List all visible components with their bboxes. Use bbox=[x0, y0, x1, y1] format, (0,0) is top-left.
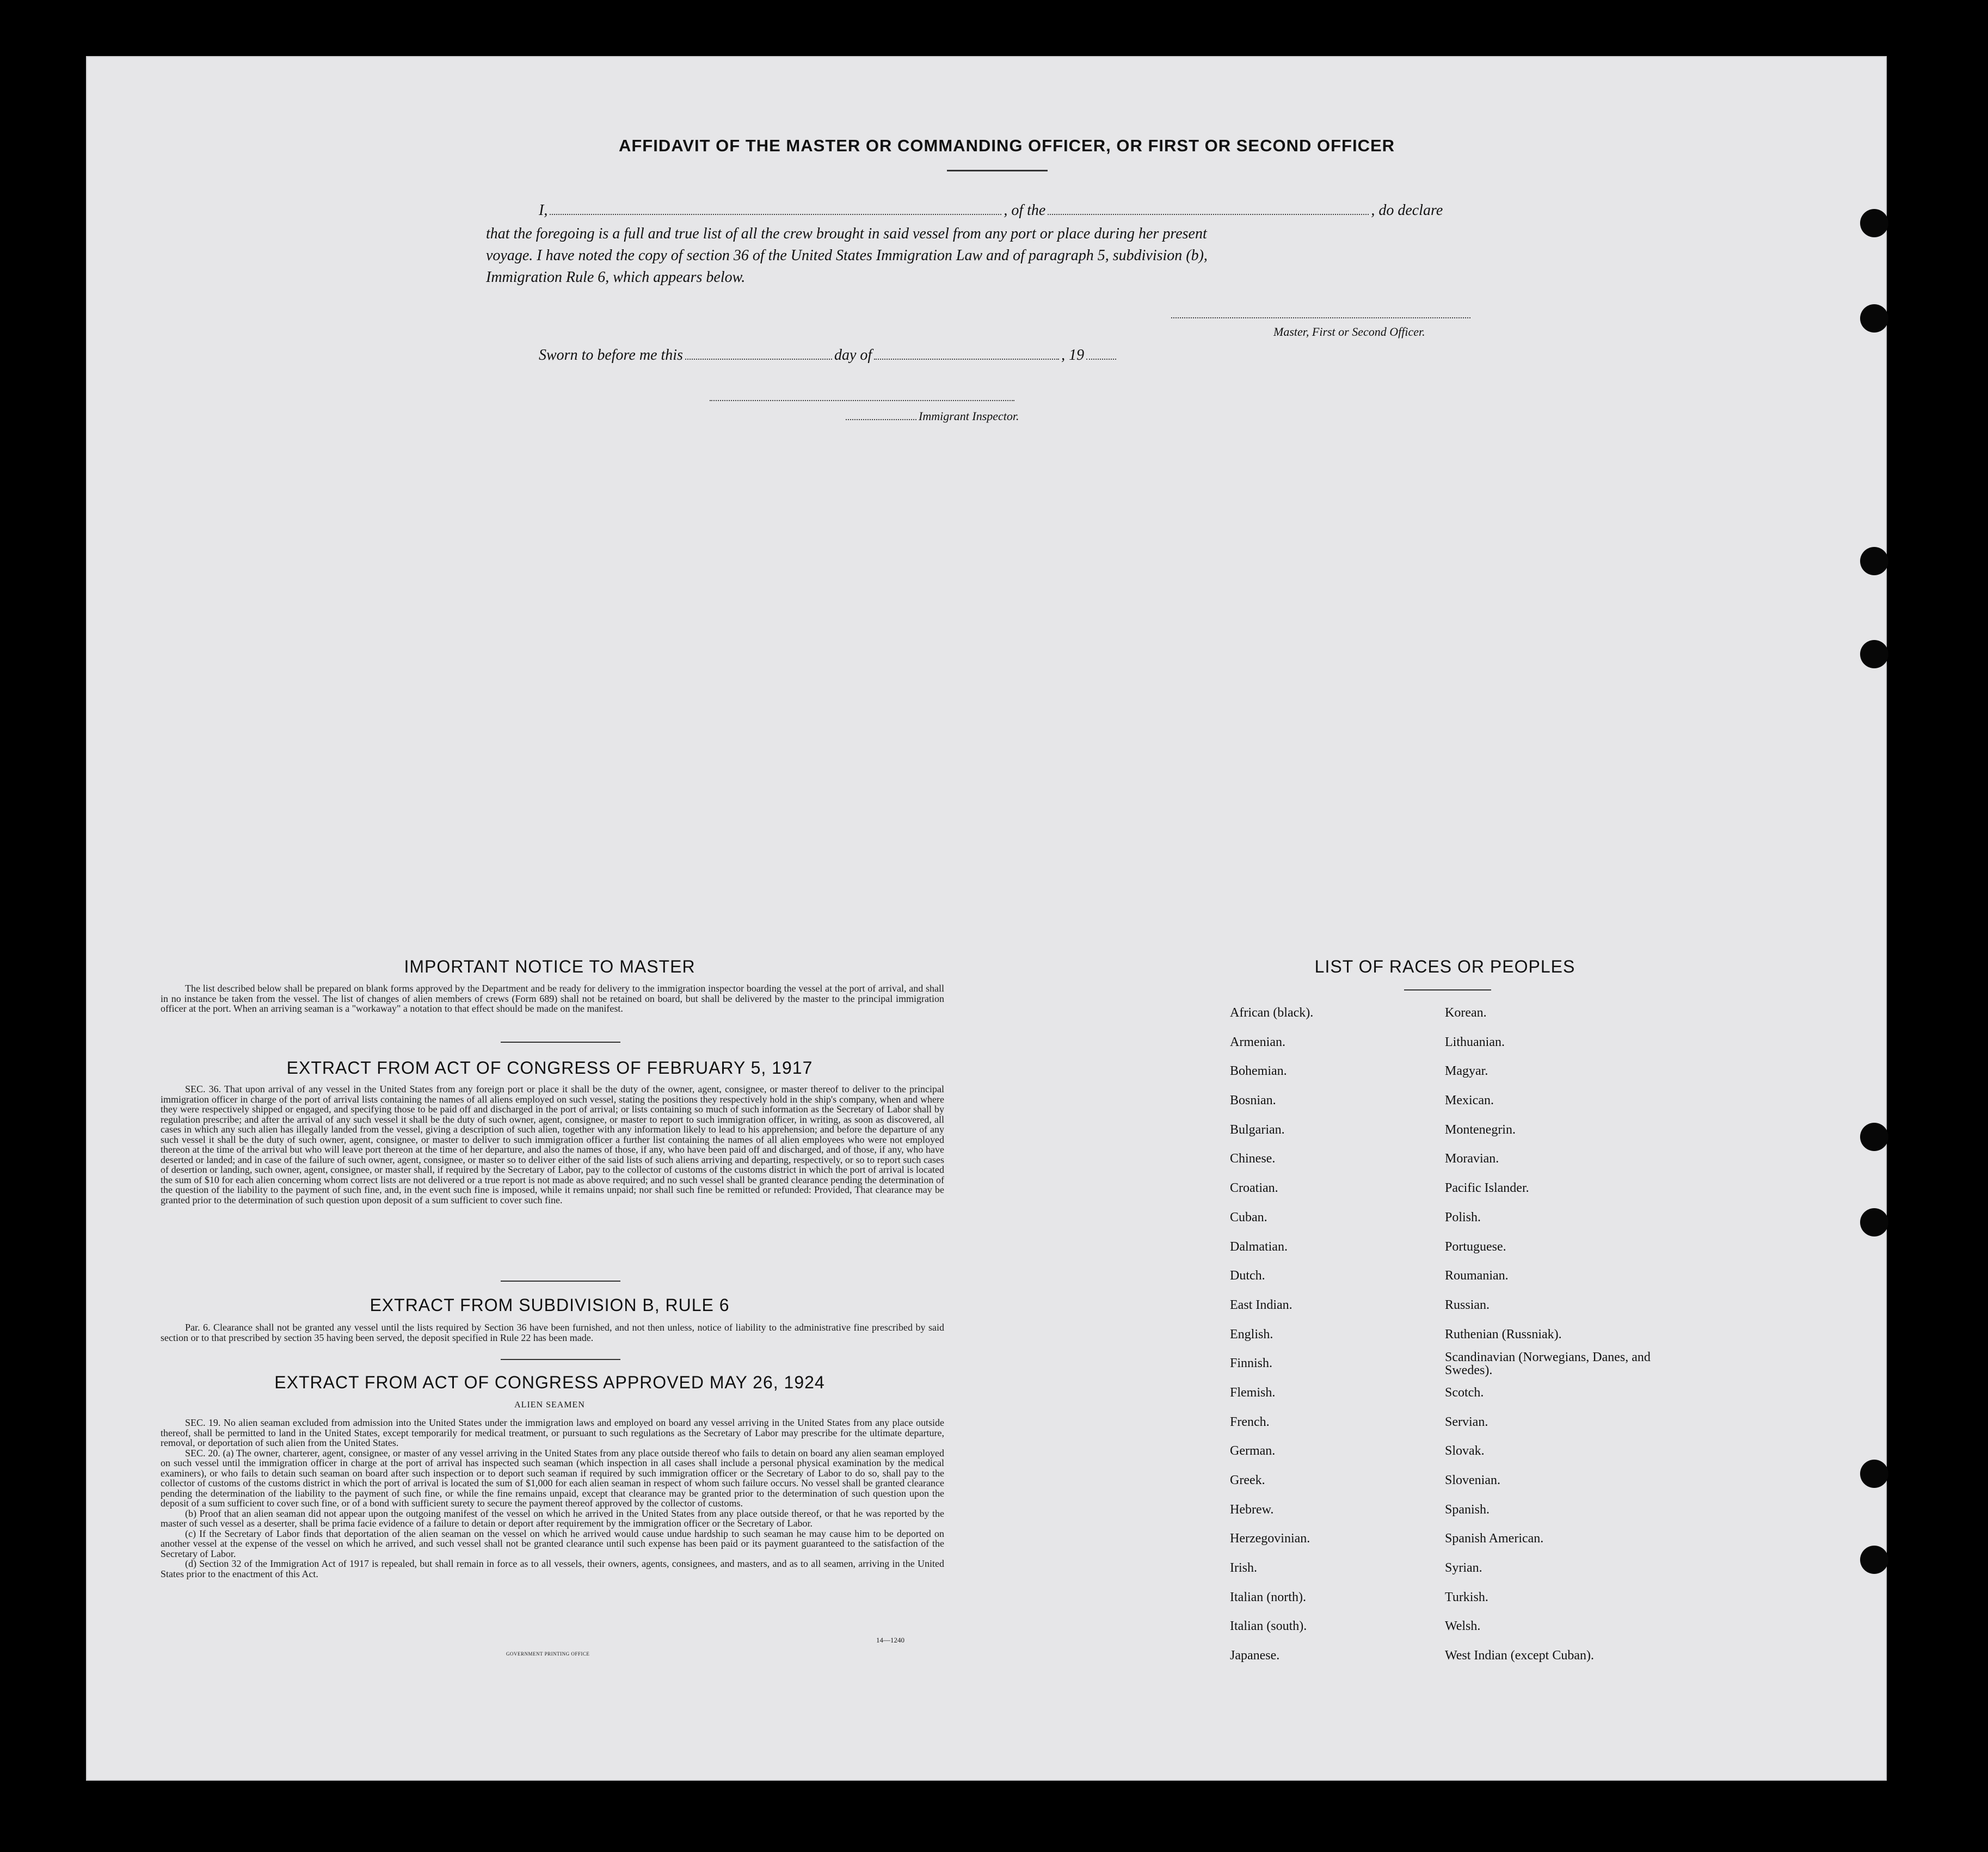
declare-text: , do declare bbox=[1371, 202, 1443, 219]
signature-field[interactable] bbox=[1171, 317, 1470, 318]
race-item: Servian. bbox=[1445, 1414, 1488, 1429]
race-item: Flemish. bbox=[1230, 1385, 1276, 1400]
sworn-line bbox=[539, 344, 1118, 366]
vessel-label: , of the bbox=[1004, 202, 1046, 219]
race-item: Lithuanian. bbox=[1445, 1035, 1505, 1049]
race-item: Roumanian. bbox=[1445, 1269, 1509, 1283]
race-item: Russian. bbox=[1445, 1297, 1490, 1312]
affidavit-body-line3: voyage. I have noted the copy of section 36 of the United States Immigration Law and of paragraph 5, subdivision (b), bbox=[486, 247, 1208, 264]
divider bbox=[501, 1042, 620, 1043]
race-item: Portuguese. bbox=[1445, 1239, 1506, 1254]
races-column-1 bbox=[1230, 999, 1437, 1671]
sworn-month-field[interactable] bbox=[874, 358, 1059, 360]
race-item: Dutch. bbox=[1230, 1269, 1265, 1283]
extract-1924-body bbox=[161, 1418, 944, 1579]
race-item: Spanish American. bbox=[1445, 1531, 1544, 1546]
inspector-line bbox=[844, 405, 1019, 427]
sec-20a-text: SEC. 20. (a) The owner, charterer, agent, consignee, or master of any vessel arriving in the United States from any place outside thereof who fails to detain on board any alien seaman employed on such vessel until the immigration officer in charge at the port of arrival has inspected such seaman (which inspection in all cases shall include a personal physical examination by the medical examiners), or who fails to detain such seaman on board after such inspection or to deport such seaman if required by such immigration officer or the Secretary of Labor to do so, shall pay to the collector of customs of the customs district in which the port of arrival is located the sum of $1,000 for each alien seaman in respect of whom such failure occurs. No vessel shall be granted clearance pending the determination of the liability to the payment of such fine, or while the fine remains unpaid, except that clearance may be granted prior to the determination of such question upon the deposit of a sum sufficient to cover such fine, or of a bond with sufficient surety to secure the payment thereof approved by the collector of customs. bbox=[161, 1447, 944, 1509]
printer-line: GOVERNMENT PRINTING OFFICE bbox=[506, 1651, 590, 1657]
race-item: Magyar. bbox=[1445, 1064, 1488, 1079]
sworn-day-label: day of bbox=[834, 347, 872, 364]
notice-text: The list described below shall be prepared on blank forms approved by the Department and be ready for delivery to the immigration inspector boarding the vessel at the port of arrival, and shall in no instance be taken from the vessel. The list of changes of alien members of crews (Form 689) shall not be retained on board, but shall be delivered by the master to the principal immigration officer at the port. When an arriving seaman is a "workaway" a notation to that effect should be made on the manifest. bbox=[161, 983, 944, 1014]
declarant-name-field[interactable] bbox=[550, 213, 1001, 215]
sworn-year-label: , 19 bbox=[1061, 347, 1085, 364]
sec-20d-text: (d) Section 32 of the Immigration Act of 1917 is repealed, but shall remain in force as to all vessels, their owners, agents, consignees, and masters, and as to all seamen, arriving in the United States prior to the enactment of this Act. bbox=[161, 1558, 944, 1579]
form-number: 14—1240 bbox=[876, 1636, 904, 1644]
race-item: Syrian. bbox=[1445, 1561, 1482, 1576]
race-item: African (black). bbox=[1230, 1006, 1314, 1020]
race-item: English. bbox=[1230, 1327, 1273, 1342]
extract-1917-text: SEC. 36. That upon arrival of any vessel in the United States from any foreign port or place it shall be the duty of the owner, agent, consignee, or master thereof to deliver to the principal immigration officer in charge of the port of arrival lists containing the names of all aliens employed on such vessel, stating the positions they respectively hold in the ship's company, when and where they were respectively shipped or engaged, and specifying those to be paid off and discharged in the port of arrival; or lists containing so much of such information as the Secretary of Labor shall by regulation prescribe; and after the arrival of any such vessel it shall be the duty of such owner, agent, consignee, or master to report to such immigration officer, in writing, as soon as discovered, all cases in which any such alien has illegally landed from the vessel, giving a description of such alien, together with any information likely to lead to his apprehension; and before the departure of any such vessel it shall be the duty of such owner, agent, consignee, or master to deliver to such immigration officer a further list containing the names of all alien employees who were not employed thereon at the time of the arrival but who will leave port thereon at the time of her departure, and also the names of those, if any, who have been paid off and discharged, and of those, if any, who have deserted or landed; and in case of the failure of such owner, agent, consignee, or master so to deliver either of the said lists of such aliens arriving and departing, respectively, or so to report such cases of desertion or landing, such owner, agent, consignee, or master shall, if required by the Secretary of Labor, pay to the collector of customs of the customs district in which the port of arrival is located the sum of $10 for each alien concerning whom correct lists are not delivered or a true report is not made as above required; and no such vessel shall be granted clearance pending the determination of the question of the liability to the payment of such fine, and, in the event such fine is imposed, while it remains unpaid; nor shall such fine be remitted or refunded: Provided, That clearance may be granted prior to the determination of such question upon deposit of a sum sufficient to cover such fine. bbox=[161, 1084, 944, 1205]
race-item: Cuban. bbox=[1230, 1210, 1267, 1225]
race-item: Turkish. bbox=[1445, 1590, 1488, 1604]
inspector-signature-field[interactable] bbox=[710, 399, 1014, 401]
sworn-year-field[interactable] bbox=[1086, 358, 1116, 360]
race-item: Italian (north). bbox=[1230, 1590, 1306, 1604]
inspector-label: Immigrant Inspector. bbox=[919, 409, 1019, 423]
race-item: Slovak. bbox=[1445, 1444, 1485, 1459]
race-item: Hebrew. bbox=[1230, 1502, 1274, 1517]
extract-1924-title: EXTRACT FROM ACT OF CONGRESS APPROVED MAY 26, 1924 bbox=[274, 1373, 825, 1392]
alien-seamen-subtitle: ALIEN SEAMEN bbox=[514, 1400, 585, 1410]
race-item: Finnish. bbox=[1230, 1356, 1273, 1371]
race-item: Spanish. bbox=[1445, 1502, 1490, 1517]
race-item: Polish. bbox=[1445, 1210, 1481, 1225]
sec-19-text: SEC. 19. No alien seaman excluded from admission into the United States under the immigration laws and employed on board any vessel arriving in the United States from any place outside thereof, shall be permitted to land in the United States, except temporarily for medical treatment, or pursuant to such regulations as the Secretary of Labor may prescribe for the ultimate departure, removal, or deportation of such alien from the United States. bbox=[161, 1417, 944, 1448]
sworn-prefix: Sworn to before me this bbox=[539, 347, 683, 364]
race-item: Herzegovinian. bbox=[1230, 1531, 1310, 1546]
notice-title: IMPORTANT NOTICE TO MASTER bbox=[404, 957, 696, 976]
divider bbox=[501, 1281, 620, 1282]
race-item: Irish. bbox=[1230, 1561, 1257, 1576]
race-item: Italian (south). bbox=[1230, 1619, 1307, 1634]
race-item: Scandinavian (Norwegians, Danes, and Swedes). bbox=[1445, 1350, 1651, 1378]
notice-body bbox=[161, 983, 944, 1014]
punch-hole bbox=[1860, 640, 1888, 668]
race-item: Slovenian. bbox=[1445, 1473, 1500, 1487]
race-item: Montenegrin. bbox=[1445, 1122, 1516, 1137]
sec-20b-text: (b) Proof that an alien seaman did not appear upon the outgoing manifest of the vessel on which he arrived in the United States from any place outside thereof, or that he was reported by the master of such vessel as a deserter, shall be prima facie evidence of a failure to detain or deport after requirement by the immigration officer or the Secretary of Labor. bbox=[161, 1508, 944, 1529]
divider bbox=[947, 170, 1048, 171]
race-item: West Indian (except Cuban). bbox=[1445, 1648, 1594, 1663]
inspector-dots bbox=[846, 419, 916, 420]
race-item: Bohemian. bbox=[1230, 1064, 1287, 1079]
race-item: Chinese. bbox=[1230, 1152, 1276, 1166]
punch-hole bbox=[1860, 1208, 1888, 1236]
punch-hole bbox=[1860, 1123, 1888, 1151]
race-item: Japanese. bbox=[1230, 1648, 1280, 1663]
divider bbox=[501, 1359, 620, 1360]
sec-20c-text: (c) If the Secretary of Labor finds that deportation of the alien seaman on the vessel on which he arrived would cause undue hardship to such seaman he may cause him to be deported on another vessel at the expense of the vessel on which he arrived, and such vessel shall not be granted clearance until such expense has been paid or its payment guaranteed to the satisfaction of the Secretary of Labor. bbox=[161, 1528, 944, 1559]
race-item: Greek. bbox=[1230, 1473, 1265, 1487]
race-item: Moravian. bbox=[1445, 1152, 1499, 1166]
divider bbox=[1404, 989, 1491, 990]
race-item: Croatian. bbox=[1230, 1181, 1278, 1196]
extract-rule6-body bbox=[161, 1322, 944, 1343]
affidavit-body-line4: Immigration Rule 6, which appears below. bbox=[486, 269, 746, 286]
race-item: East Indian. bbox=[1230, 1297, 1292, 1312]
extract-1917-body bbox=[161, 1084, 944, 1205]
race-item: Scotch. bbox=[1445, 1385, 1484, 1400]
race-item: Pacific Islander. bbox=[1445, 1181, 1529, 1196]
race-item: Korean. bbox=[1445, 1006, 1487, 1020]
punch-hole bbox=[1860, 304, 1888, 333]
punch-hole bbox=[1860, 1460, 1888, 1488]
race-item: German. bbox=[1230, 1444, 1276, 1459]
vessel-name-field[interactable] bbox=[1048, 213, 1369, 215]
affidavit-body-line2: that the foregoing is a full and true list of all the crew brought in said vessel from any port or place during her present bbox=[486, 225, 1207, 242]
race-item: Welsh. bbox=[1445, 1619, 1481, 1634]
race-item: Bosnian. bbox=[1230, 1093, 1276, 1108]
race-item: Armenian. bbox=[1230, 1035, 1285, 1049]
declarant-label: I, bbox=[539, 202, 548, 219]
affidavit-title: AFFIDAVIT OF THE MASTER OR COMMANDING OFFICER, OR FIRST OR SECOND OFFICER bbox=[618, 136, 1395, 155]
extract-rule6-text: Par. 6. Clearance shall not be granted any vessel until the lists required by Section 36 have been furnished, and not then unless, notice of liability to the administrative fine prescribed by said section or to that prescribed by section 35 having been served, the deposit specified in Rule 22 has been made. bbox=[161, 1322, 944, 1343]
race-item: Dalmatian. bbox=[1230, 1239, 1288, 1254]
punch-hole bbox=[1860, 1546, 1888, 1574]
signature-label: Master, First or Second Officer. bbox=[1273, 325, 1425, 339]
race-item: Ruthenian (Russniak). bbox=[1445, 1327, 1562, 1342]
punch-hole bbox=[1860, 209, 1888, 237]
race-item: Bulgarian. bbox=[1230, 1122, 1285, 1137]
race-item: Mexican. bbox=[1445, 1093, 1494, 1108]
race-item: French. bbox=[1230, 1414, 1270, 1429]
punch-hole bbox=[1860, 547, 1888, 575]
extract-rule6-title: EXTRACT FROM SUBDIVISION B, RULE 6 bbox=[370, 1295, 730, 1315]
sworn-day-field[interactable] bbox=[685, 358, 832, 360]
affidavit-line1 bbox=[539, 200, 1518, 221]
races-column-2 bbox=[1445, 999, 1673, 1671]
extract-1917-title: EXTRACT FROM ACT OF CONGRESS OF FEBRUARY 5, 1917 bbox=[286, 1058, 813, 1078]
races-title: LIST OF RACES OR PEOPLES bbox=[1314, 957, 1575, 976]
